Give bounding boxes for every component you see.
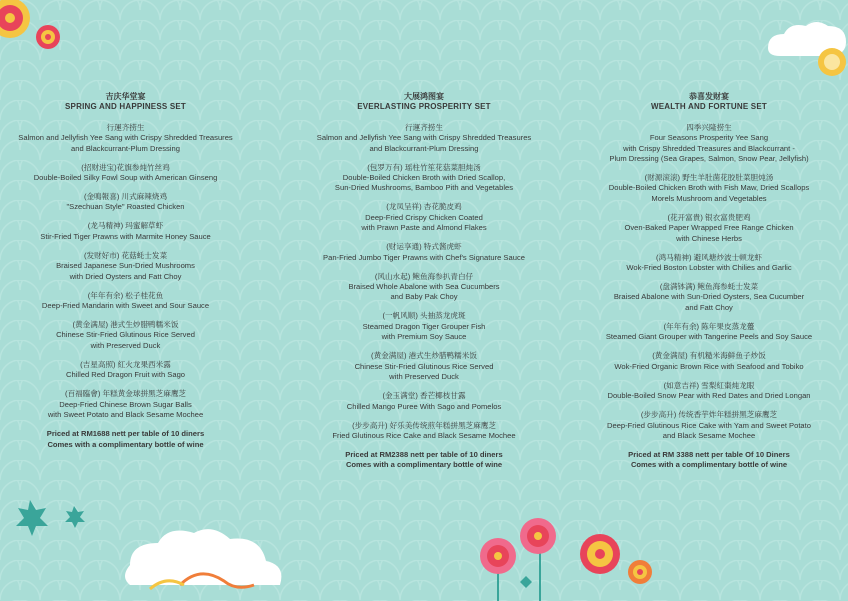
set-price-note	[18, 429, 233, 450]
set-english-title: EVERLASTING PROSPERITY SET	[357, 102, 491, 112]
course-english-line: Deep-Fried Crispy Chicken Coated	[365, 212, 483, 222]
menu-course	[18, 320, 233, 351]
course-english-line: Salmon and Jellyfish Yee Sang with Crispy Shredded Treasures	[18, 133, 233, 143]
set-english-title: WEALTH AND FORTUNE SET	[651, 102, 767, 112]
course-english-line: Chilled Mango Puree With Sago and Pomelos	[346, 401, 502, 411]
course-chinese-name: (黄金满屋) 港式生炒腊鸭糯米饭	[72, 320, 179, 330]
course-english-line: with Crispy Shredded Treasures and Blackcurrant -	[623, 143, 795, 153]
course-english-line: with Premium Soy Sauce	[381, 332, 467, 342]
course-chinese-name: (风山水起) 鲍鱼海参扒青白仔	[374, 271, 474, 281]
course-chinese-name: (步步高升) 好乐美传统煎年糕拼黑芝麻鹰芝	[352, 420, 496, 430]
course-english-line: Chilled Red Dragon Fruit with Sago	[65, 370, 186, 380]
course-english-line: with Preserved Duck	[389, 372, 459, 382]
menu-set-spring-happiness	[18, 92, 233, 450]
menu-course	[580, 173, 838, 204]
menu-course	[18, 389, 233, 420]
course-english-line: Steamed Giant Grouper with Tangerine Peels and Soy Sauce	[605, 332, 813, 342]
price-line: Priced at RM1688 nett per table of 10 diners	[46, 429, 205, 439]
menu-course	[580, 410, 838, 441]
course-english-line: Double-Boiled Chicken Broth with Dried Scallop,	[342, 173, 506, 183]
course-english-line: Chinese Stir-Fried Glutinous Rice Served	[56, 330, 195, 340]
leaf-bottom-left-icon	[12, 496, 92, 536]
course-english-line: and Black Sesame Mochee	[662, 430, 756, 440]
course-english-line: and Blackcurrant-Plum Dressing	[369, 143, 479, 153]
menu-course	[580, 282, 838, 313]
course-english-line: and Blackcurrant-Plum Dressing	[71, 143, 180, 153]
course-english-line: Oven-Baked Paper Wrapped Free Range Chicken	[624, 223, 794, 233]
course-english-line: Deep-Fried Mandarin with Sweet and Sour Sauce	[41, 301, 210, 311]
menu-course	[580, 381, 838, 402]
course-chinese-name: 四季兴隆捞生	[686, 122, 732, 132]
price-line: Priced at RM2388 nett per table of 10 diners	[345, 449, 503, 459]
course-chinese-name: 行運齐捞生	[106, 122, 145, 132]
course-english-line: Braised Whole Abalone with Sea Cucumbers	[348, 282, 500, 292]
course-chinese-name: (金玉满堂) 香芒椰枝甘露	[382, 391, 466, 401]
course-chinese-name: (一帆风顺) 头抽蒸龙虎斑	[382, 311, 466, 321]
course-english-line: Double-Boiled Silky Fowl Soup with American Ginseng	[33, 173, 218, 183]
course-chinese-name: (年年有余) 松子桂花鱼	[87, 290, 164, 300]
course-chinese-name: (龙马精神) 玛蜜解草虾	[87, 221, 164, 231]
flower-bottom-center-icon	[470, 510, 570, 601]
course-chinese-name: (黄金满屋) 有机糙米海鲜鱼子炒饭	[652, 351, 766, 361]
course-chinese-name: (财源滚滚) 野生羊肚菌花胶肚菜胆炖汤	[644, 173, 774, 183]
course-chinese-name: 行運齐捞生	[405, 122, 443, 132]
wine-line: Comes with a complimentary bottle of wine	[630, 460, 788, 470]
course-english-line: "Szechuan Style" Roasted Chicken	[66, 202, 185, 212]
wine-line: Comes with a complimentary bottle of wine	[345, 460, 503, 470]
menu-course	[18, 291, 233, 312]
flower-bottom-right-icon	[578, 530, 658, 590]
course-english-line: Salmon and Jellyfish Yee Sang with Crispy Shredded Treasures	[316, 133, 532, 143]
menu-course	[300, 311, 548, 342]
course-english-line: and Baby Pak Choy	[390, 292, 458, 302]
course-chinese-name: (花开富貴) 银衣富贵肥鸡	[667, 212, 751, 222]
course-chinese-name: (如意吉祥) 雪梨紅棗炖龙眼	[663, 380, 755, 390]
set-chinese-title: 恭喜发财宴	[689, 92, 729, 101]
course-chinese-name: (黄金满屋) 港式生炒腊鸭糯米饭	[371, 351, 477, 361]
course-english-line: Sun-Dried Mushrooms, Bamboo Pith and Vegetables	[334, 183, 514, 193]
course-english-line: Steamed Dragon Tiger Grouper Fish	[362, 321, 486, 331]
menu-course	[580, 213, 838, 244]
cloud-bottom-left-icon	[120, 525, 285, 601]
course-english-line: Stir-Fried Tiger Prawns with Marmite Honey Sauce	[40, 231, 211, 241]
course-english-line: Fried Glutinous Rice Cake and Black Sesame Mochee	[332, 430, 516, 440]
flower-top-left-icon	[0, 0, 70, 55]
menu-course	[18, 123, 233, 154]
course-english-line: Four Seasons Prosperity Yee Sang	[649, 133, 769, 143]
course-english-line: Double-Boiled Snow Pear with Red Dates and Dried Longan	[607, 391, 811, 401]
course-chinese-name: (龙凤呈祥) 杏花脆皮鸡	[386, 202, 462, 212]
course-chinese-name: (百福臨會) 年糕黄金球拼黑芝麻鹰芝	[64, 389, 187, 399]
menu-course	[300, 202, 548, 233]
course-english-line: Wok-Fried Boston Lobster with Chilies and Garlic	[626, 263, 792, 273]
menu-course	[580, 123, 838, 165]
course-english-line: Deep-Fried Glutinous Rice Cake with Yam and Sweet Potato	[606, 420, 811, 430]
course-chinese-name: (吉星高照) 紅火龙果西米露	[80, 359, 171, 369]
menu-course	[300, 351, 548, 382]
menu-course	[580, 322, 838, 343]
course-english-line: Deep-Fried Chinese Brown Sugar Balls	[59, 399, 192, 409]
menu-course	[300, 242, 548, 263]
course-english-line: with Preserved Duck	[90, 340, 161, 350]
course-english-line: with Chinese Herbs	[676, 233, 742, 243]
menu-course	[300, 272, 548, 303]
course-chinese-name: (包罗万有) 瑶柱竹笙花菇菜胆炖汤	[367, 162, 481, 172]
menu-course	[18, 221, 233, 242]
course-chinese-name: (盘满钵满) 鲍鱼海参蚝士发菜	[659, 282, 759, 292]
course-english-line: and Fatt Choy	[685, 302, 733, 312]
course-chinese-name: (步步高升) 传统香芋炸年糕拼黑芝麻鹰芝	[640, 410, 778, 420]
menu-course	[300, 123, 548, 154]
course-chinese-name: (招财进宝)花旗参炖竹丝鸡	[81, 162, 170, 172]
menu-course	[300, 421, 548, 442]
menu-course	[300, 391, 548, 412]
set-english-title: SPRING AND HAPPINESS SET	[65, 102, 186, 112]
menu-course	[580, 351, 838, 372]
wine-line: Comes with a complimentary bottle of wine	[47, 439, 204, 449]
course-english-line: Morels Mushroom and Vegetables	[651, 193, 767, 203]
menu-course	[18, 251, 233, 282]
course-english-line: Chinese Stir-Fried Glutinous Rice Served	[354, 361, 494, 371]
set-chinese-title: 大展鸿图宴	[404, 92, 444, 101]
course-chinese-name: (鸿马精神) 避风塘炒波士顿龙虾	[656, 252, 762, 262]
set-price-note	[580, 450, 838, 471]
course-english-line: Pan-Fried Jumbo Tiger Prawns with Chef's Signature Sauce	[323, 252, 525, 262]
course-chinese-name: (年年有余) 陈年果皮蒸龙躉	[663, 321, 755, 331]
course-english-line: with Sweet Potato and Black Sesame Mochee	[47, 410, 204, 420]
course-chinese-name: (发财好市) 花菇蚝士发菜	[83, 250, 168, 260]
menu-course	[18, 360, 233, 381]
menu-course	[580, 253, 838, 274]
set-price-note	[300, 450, 548, 471]
course-english-line: Wok-Fried Organic Brown Rice with Seafood and Tobiko	[614, 361, 804, 371]
course-english-line: Braised Abalone with Sun-Dried Oysters, Sea Cucumber	[613, 292, 805, 302]
course-chinese-name: (财运享通) 特式酱虎虾	[386, 242, 462, 252]
menu-set-wealth-fortune	[580, 92, 838, 471]
menu-course	[18, 163, 233, 184]
set-chinese-title: 吉庆华堂宴	[105, 92, 146, 101]
course-english-line: with Dried Oysters and Fatt Choy	[69, 271, 182, 281]
course-english-line: Double-Boiled Chicken Broth with Fish Maw, Dried Scallops	[608, 183, 810, 193]
menu-course	[18, 192, 233, 213]
price-line: Priced at RM 3388 nett per table Of 10 Diners	[628, 449, 790, 459]
course-english-line: with Prawn Paste and Almond Flakes	[361, 223, 487, 233]
cloud-top-right-icon	[760, 18, 848, 78]
course-english-line: Plum Dressing (Sea Grapes, Salmon, Snow Pear, Jellyfish)	[609, 154, 809, 164]
course-english-line: Braised Japanese Sun-Dried Mushrooms	[56, 261, 195, 271]
course-chinese-name: (金鳴報喜) 川式麻辣烧鸡	[83, 192, 168, 202]
menu-set-everlasting-prosperity	[300, 92, 548, 471]
menu-course	[300, 163, 548, 194]
